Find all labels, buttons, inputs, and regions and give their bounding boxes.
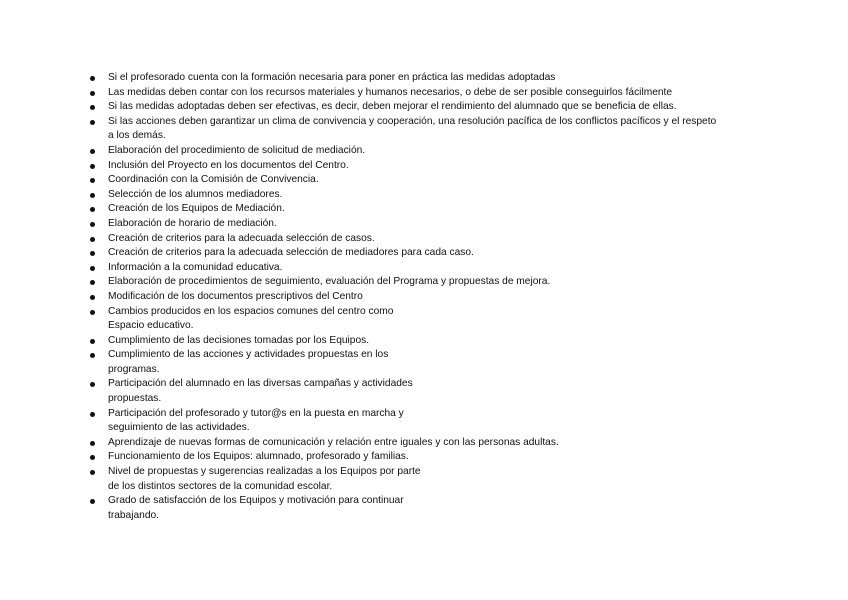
bullet-icon <box>90 455 95 460</box>
list-item <box>90 305 790 334</box>
list-item <box>90 188 790 203</box>
list-item-text: Inclusión del Proyecto en los documentos del Centro. <box>108 159 349 171</box>
list-item-text: Cumplimiento de las acciones y actividades propuestas en los <box>108 349 389 361</box>
list-item-text: Si las acciones deben garantizar un clima de convivencia y cooperación, una resolución pacífica de los conflictos pacíficos y el respeto <box>108 115 717 127</box>
list-item-text: Si las medidas adoptadas deben ser efectivas, es decir, deben mejorar el rendimiento del alumnado que se beneficia de ellas. <box>108 101 677 113</box>
bullet-icon <box>90 91 95 96</box>
list-item-text: Aprendizaje de nuevas formas de comunicación y relación entre iguales y con las personas adultas. <box>108 436 559 448</box>
bullet-list <box>90 71 790 523</box>
list-item-text: Creación de criterios para la adecuada selección de mediadores para cada caso. <box>108 247 474 259</box>
bullet-icon <box>90 310 95 315</box>
list-item-text: Las medidas deben contar con los recursos materiales y humanos necesarios, o debe de ser posible conseguirlos fácilmente <box>108 86 673 98</box>
list-item <box>90 159 790 174</box>
list-item <box>90 334 790 349</box>
list-item-text: trabajando. <box>108 509 159 521</box>
list-item-text: Elaboración de horario de mediación. <box>108 217 277 229</box>
list-item-text: Elaboración de procedimientos de seguimiento, evaluación del Programa y propuestas de mejora. <box>108 276 551 288</box>
bullet-icon <box>90 222 95 227</box>
list-item <box>90 232 790 247</box>
list-item <box>90 261 790 276</box>
bullet-icon <box>90 105 95 110</box>
bullet-icon <box>90 339 95 344</box>
list-item-text: Creación de criterios para la adecuada selección de casos. <box>108 232 375 244</box>
list-item-text: Creación de los Equipos de Mediación. <box>108 203 285 215</box>
list-item-text: Espacio educativo. <box>108 320 194 332</box>
list-item-text: propuestas. <box>108 393 162 405</box>
list-item-text: Participación del alumnado en las diversas campañas y actividades <box>108 378 413 390</box>
list-item <box>90 348 790 377</box>
list-item <box>90 494 790 523</box>
list-item <box>90 246 790 261</box>
list-item <box>90 275 790 290</box>
bullet-icon <box>90 178 95 183</box>
bullet-icon <box>90 193 95 198</box>
list-item-text: a los demás. <box>108 130 166 142</box>
list-item-text: Si el profesorado cuenta con la formación necesaria para poner en práctica las medidas adoptadas <box>108 72 556 83</box>
bullet-icon <box>90 412 95 417</box>
bullet-icon <box>90 441 95 446</box>
list-item <box>90 100 790 115</box>
bullet-icon <box>90 470 95 475</box>
bullet-icon <box>90 207 95 212</box>
list-item-text: Cambios producidos en los espacios comunes del centro como <box>108 305 394 317</box>
bullet-icon <box>90 499 95 504</box>
bullet-icon <box>90 76 95 81</box>
list-item-text: Selección de los alumnos mediadores. <box>108 188 283 200</box>
list-item <box>90 202 790 217</box>
list-item-text: Elaboración del procedimiento de solicitud de mediación. <box>108 144 366 156</box>
list-item <box>90 290 790 305</box>
list-item <box>90 217 790 232</box>
list-item-text: seguimiento de las actividades. <box>108 422 250 434</box>
list-item-text: programas. <box>108 363 160 375</box>
bullet-icon <box>90 295 95 300</box>
list-item <box>90 173 790 188</box>
list-item-text: Coordinación con la Comisión de Convivencia. <box>108 174 319 186</box>
list-item <box>90 71 790 86</box>
bullet-icon <box>90 251 95 256</box>
bullet-icon <box>90 382 95 387</box>
list-item <box>90 450 790 465</box>
list-item <box>90 407 790 436</box>
list-item <box>90 377 790 406</box>
list-item <box>90 144 790 159</box>
list-item-text: Información a la comunidad educativa. <box>108 261 283 273</box>
list-item-text: Funcionamiento de los Equipos: alumnado, profesorado y familias. <box>108 451 409 463</box>
list-item-text: Modificación de los documentos prescriptivos del Centro <box>108 290 363 302</box>
list-item <box>90 115 790 144</box>
bullet-icon <box>90 120 95 125</box>
bullet-icon <box>90 280 95 285</box>
bullet-icon <box>90 237 95 242</box>
list-item <box>90 436 790 451</box>
list-item <box>90 465 790 494</box>
list-item <box>90 86 790 101</box>
list-item-text: Nivel de propuestas y sugerencias realizadas a los Equipos por parte <box>108 466 421 478</box>
list-item-text: de los distintos sectores de la comunidad escolar. <box>108 480 333 492</box>
bullet-icon <box>90 149 95 154</box>
bullet-icon <box>90 266 95 271</box>
list-item-text: Participación del profesorado y tutor@s en la puesta en marcha y <box>108 407 404 419</box>
list-item-text: Grado de satisfacción de los Equipos y motivación para continuar <box>108 495 404 507</box>
list-item-text: Cumplimiento de las decisiones tomadas por los Equipos. <box>108 334 370 346</box>
bullet-icon <box>90 353 95 358</box>
bullet-icon <box>90 164 95 169</box>
